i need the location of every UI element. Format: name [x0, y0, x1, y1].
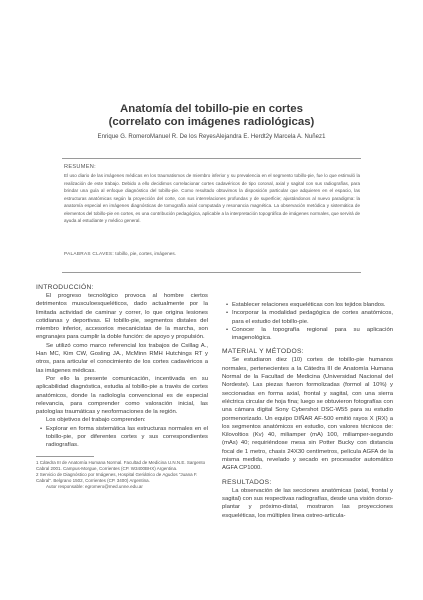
keywords: [64, 251, 360, 256]
objective-bullet-1: [36, 425, 208, 450]
abstract-heading: RESUMEN:: [64, 164, 96, 170]
right-column: [222, 301, 393, 520]
paper-title-line2: (correlato con imágenes radiológicas): [108, 116, 315, 128]
objective-bullet-4-text: Conocer la topografía regional para su aplicación imagenológica.: [232, 326, 393, 342]
left-column: [36, 283, 208, 491]
footnote-1: 1 Cátedra III de Anatomía Humana Normal. Facultad de Medicina U.N.N.E. Sargento Cabral 2001. Campus-Morgue, Corrientes (CP. W3400BHX) Argentina.: [36, 459, 206, 471]
intro-paragraph-2: Se utilizó como marco referencial los trabajos de Csillag A., Han MC, Kim CW, Gosling JA., McMinn RMH Hutchings RT y otros, para articular el conocimiento de los cortes cadavéricos a las imágenes médicas.: [36, 342, 208, 374]
intro-paragraph-1: El progreso tecnológico provoca al hombre ciertos detrimentos musculoesqueléticos, dado actualmente por la limitada actividad de caminar y correr, lo que origina lesiones cotidianas y deportivas. El tobillo-pie, segmentos distales del miembro inferior, accesorios mecanicistas de la marcha, son engranajes para cumplir la doble función: de apoyo y propulsión.: [36, 293, 208, 341]
objective-bullet-1-text: Explorar en forma sistemática las estructuras normales en el tobillo-pie, por diferentes cortes y sus correspondientes radiografías.: [46, 425, 208, 449]
abstract-body: El uso diario de las imágenes médicas en los traumatismos de miembro inferior y su prevalencia en el segmento tobillo-pie, fue lo que estimuló la realización de este trabajo. Debido a ello decidimos correlacionar cortes cadavéricos de tipo coronal, axial y sagital con sus radiografías, para brindar una guía al enfoque diagnóstico del tobillo-pie. Como resultado obtuvimos la disposición particular que adquieren en el espacio, las estructuras anatómicas según la proyección del corte, con sus interrelaciones profundas y de superficie; ajustándonos al nuevo paradigma: la anatomía especial en imágenes diagnósticas de tomografía axial computada y resonancia magnética. La observación metódica y sistemática de elementos del tobillo-pie en cortes, es una contribución pedagógica, aplicable a la interpretación topográfica de imágenes normales, que servirá de ayuda al estudiante y médico general.: [64, 173, 360, 223]
footnote-rule: [36, 456, 94, 457]
objective-bullet-4: [222, 326, 393, 343]
methods-heading: MATERIAL Y MÉTODOS:: [222, 348, 304, 356]
authors: Enrique G. RomeroManuel R. De los ReyesAlejandra E. Herdt2y Marcela A. Nuñez1: [97, 134, 326, 140]
paper-title-line1: Anatomía del tobillo-pie en cortes: [120, 103, 303, 115]
results-heading: RESULTADOS:: [222, 478, 272, 486]
objective-bullet-2-text: Establecer relaciones esqueléticas con los tejidos blandos.: [232, 302, 386, 308]
intro-paragraph-4: Los objetivos del trabajo comprenden:: [46, 417, 146, 424]
keywords-text: tobillo, pie, cortes, imágenes.: [115, 251, 176, 256]
intro-heading: INTRODUCCIÓN:: [36, 284, 94, 291]
footnote-2: 2 Servicio de Diagnóstico por Imágenes, Hospital Geriátrico de Agudos "Juana F. Cabral". Belgrano 1502, Corrientes (CP. 3400) Argentina.: [36, 472, 198, 484]
methods-paragraph: Se estudiaron diez (10) cortes de tobillo-pie humanos normales, pertenecientes a la Cátedra III de Anatomía Humana Normal de la Facultad de Medicina (Universidad Nacional del Nordeste). Las piezas fueron formolizadas (formol al 10%) y seccionadas en forma axial, frontal y sagital, con una sierra eléctrica circular de hoja fina; luego se obtuvieron fotografías con una cámara digital Sony Cybershot DSC-W55 para su estudio pormenorizado. Un equipo DIÑAR AF-500 emitió rayos X (RX) a los segmentos anatómicos en estudio, con valores técnicos de: Kilovoltios (Kv) 40, miliamper (mA) 100, miliamper-segundo (mAs) 40; requiriéndose mesa sin Potter Bucky con distancia focal de 1 metro, chasis 24X30 centímetros, película AGFA de la misma medida, revelado y secado en procesador automático AGFA CP1000.: [222, 357, 393, 472]
results-paragraph: La observación de las secciones anatómicas (axial, frontal y sagital) con sus respectivas radiografías, desde una visión dorso-plantar y próximo-distal, mostraron las proyecciones esqueléticas, los múltiples linea ostreo-articula-: [222, 487, 393, 519]
objective-bullet-3-text: Incorporar la modalidad pedagógica de cortes anatómicos, para el estudio del tobillo-pie.: [232, 310, 393, 325]
abstract-top-rule: [62, 158, 361, 159]
objective-bullet-3: [222, 309, 393, 326]
intro-paragraph-3: Por ello la presente comunicación, incentivada en su aplicabilidad diagnóstica, estudia al tobillo-pie a través de cortes anatómicos, donde la radiología convencional es de especial relevancia, para comprender como valoración inicial, las patologías traumáticas y neoformaciones de la región.: [36, 375, 208, 416]
abstract-bottom-rule: [62, 272, 361, 273]
keywords-label: PALABRAS CLAVES:: [64, 251, 114, 256]
objective-bullet-2: [222, 301, 393, 309]
footnote-author: Autor responsable: egromero@med.unne.edu.ar: [46, 484, 143, 490]
